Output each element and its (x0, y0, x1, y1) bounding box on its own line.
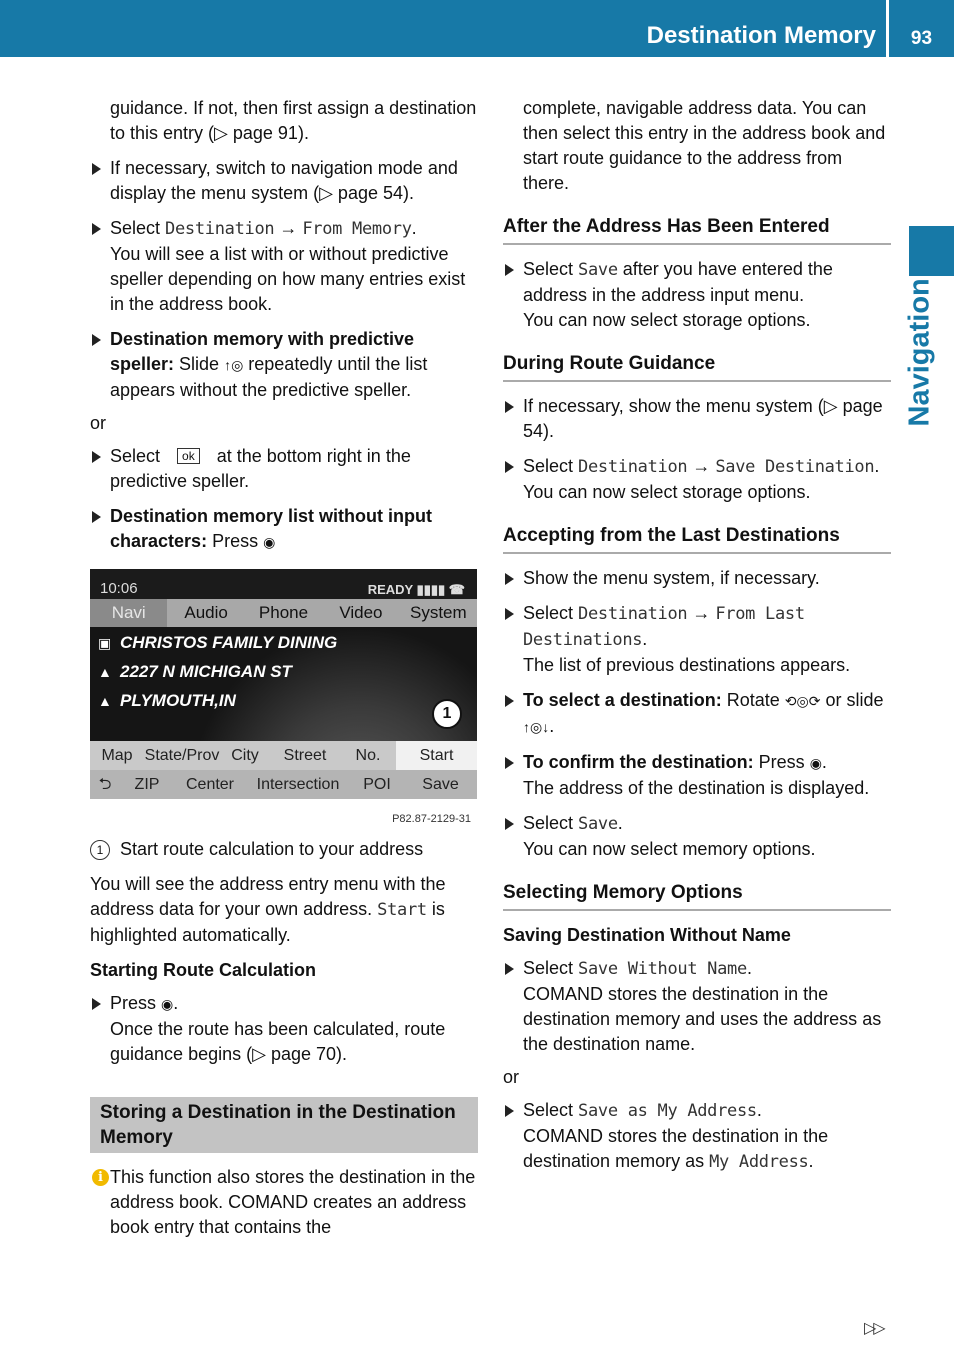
map-area (90, 627, 477, 741)
step: Select Save as My Address. COMAND stores the destination in the destination memory as My Address. (503, 1098, 891, 1175)
step: Destination memory list without input characters: Press ◉ (90, 504, 478, 555)
menu-video: Video (339, 603, 383, 622)
controller-rotate-icon: ⟲◎⟳ (784, 693, 821, 709)
subheading: Starting Route Calculation (90, 960, 317, 980)
section-heading: Accepting from the Last Destinations (503, 523, 891, 554)
step: Select Save Without Name. COMAND stores the destination in the destination memory and uses the address as the destination name. (503, 956, 891, 1057)
city-icon: ▲ (98, 693, 112, 709)
page-header (0, 0, 954, 57)
callout-marker: 1 (432, 699, 462, 729)
menu-navi: Navi (90, 599, 167, 627)
clock: 10:06 (100, 580, 138, 597)
menu-item-from-memory: From Memory (302, 219, 412, 239)
page-number: 93 (910, 28, 933, 49)
left-column (90, 96, 478, 1240)
page-title: Destination Memory (646, 22, 876, 49)
step: Select Save. You can now select memory options. (503, 811, 891, 862)
paragraph: You will see the address entry menu with the address data for your own address. Start is highlighted automatically. (90, 874, 446, 945)
btn-map: Map (101, 747, 133, 764)
btn-state: State/Prov (144, 747, 220, 764)
back-icon: ⮌ (98, 776, 112, 793)
address-menu-row (90, 741, 477, 770)
step: Select Destination → Save Destination. You can now select storage options. (503, 454, 891, 505)
step: If necessary, switch to navigation mode and display the menu system (▷ page 54). (90, 156, 478, 206)
step: Destination memory with predictive speller: Slide ↑◎ repeatedly until the list appears without the predictive speller. (90, 327, 478, 403)
status-indicators: READY ▮▮▮▮ ☎ (367, 582, 465, 597)
menu-audio: Audio (184, 603, 228, 622)
btn-zip: ZIP (134, 776, 160, 793)
side-tab-marker (909, 226, 954, 276)
or-label: or (90, 413, 107, 433)
btn-center: Center (185, 776, 235, 793)
address-line: PLYMOUTH,IN (120, 691, 236, 710)
step: Press ◉. Once the route has been calculated, route guidance begins (▷ page 70). (90, 991, 478, 1067)
poi-icon: ▣ (98, 635, 112, 651)
paragraph: complete, navigable address data. You can then select this entry in the address book and start route guidance to the address from there. (523, 98, 886, 193)
controller-slide-icon: ↑◎ (224, 357, 244, 373)
continued-arrow-icon: ▷▷ (864, 1320, 883, 1337)
btn-intersection: Intersection (256, 776, 340, 793)
controller-slide-icon: ↑◎↓ (523, 719, 550, 735)
btn-city: City (231, 747, 259, 764)
step: Show the menu system, if necessary. (503, 566, 891, 591)
address-line: CHRISTOS FAMILY DINING (120, 633, 338, 652)
step: To select a destination: Rotate ⟲◎⟳ or slide ↑◎↓. (503, 688, 891, 740)
controller-press-icon: ◉ (161, 996, 174, 1012)
menu-item-destination: Destination (165, 219, 275, 239)
comand-screen-image (90, 569, 477, 825)
address-line: 2227 N MICHIGAN ST (120, 662, 292, 681)
right-column (503, 96, 891, 1185)
main-menu-bar (90, 599, 477, 627)
subheading: Saving Destination Without Name (503, 925, 791, 945)
menu-phone: Phone (258, 603, 309, 622)
controller-press-icon: ◉ (263, 534, 276, 550)
step: Select Destination → From Last Destinations. The list of previous destinations appears. (503, 601, 891, 678)
menu-system: System (409, 603, 467, 622)
btn-save: Save (422, 776, 459, 793)
section-heading: During Route Guidance (503, 351, 891, 382)
status-bar (90, 569, 477, 599)
address-menu-row (90, 770, 477, 799)
info-icon: i (92, 1169, 109, 1186)
section-heading: Selecting Memory Options (503, 880, 891, 911)
step: Select Destination → From Memory. You will see a list with or without predictive speller depending on how many entries exist in the address book. (90, 216, 478, 317)
btn-start: Start (396, 741, 477, 770)
step: Select ok at the bottom right in the predictive speller. (90, 444, 478, 494)
btn-street: Street (283, 747, 327, 764)
step: To confirm the destination: Press ◉. The address of the destination is displayed. (503, 750, 891, 801)
step: If necessary, show the menu system (▷ page 54). (503, 394, 891, 444)
section-heading: After the Address Has Been Entered (503, 214, 891, 245)
btn-number: No. (355, 747, 381, 764)
paragraph: guidance. If not, then first assign a destination to this entry (▷ page 91). (110, 98, 477, 143)
section-heading-box: Storing a Destination in the Destination Memory (90, 1097, 478, 1153)
image-reference: P82.87-2129-31 (392, 813, 471, 825)
btn-poi: POI (363, 776, 391, 793)
street-icon: ▲ (98, 664, 112, 680)
side-tab-label: Navigation (903, 278, 936, 427)
or-label: or (503, 1067, 520, 1087)
ok-key-icon: ok (177, 448, 200, 464)
caption: 1 Start route calculation to your address (90, 837, 478, 862)
step: Select Save after you have entered the address in the address input menu. You can now select storage options. (503, 257, 891, 333)
controller-press-icon: ◉ (809, 755, 822, 771)
info-note: i This function also stores the destination in the address book. COMAND creates an address book entry that contains the (90, 1165, 478, 1240)
